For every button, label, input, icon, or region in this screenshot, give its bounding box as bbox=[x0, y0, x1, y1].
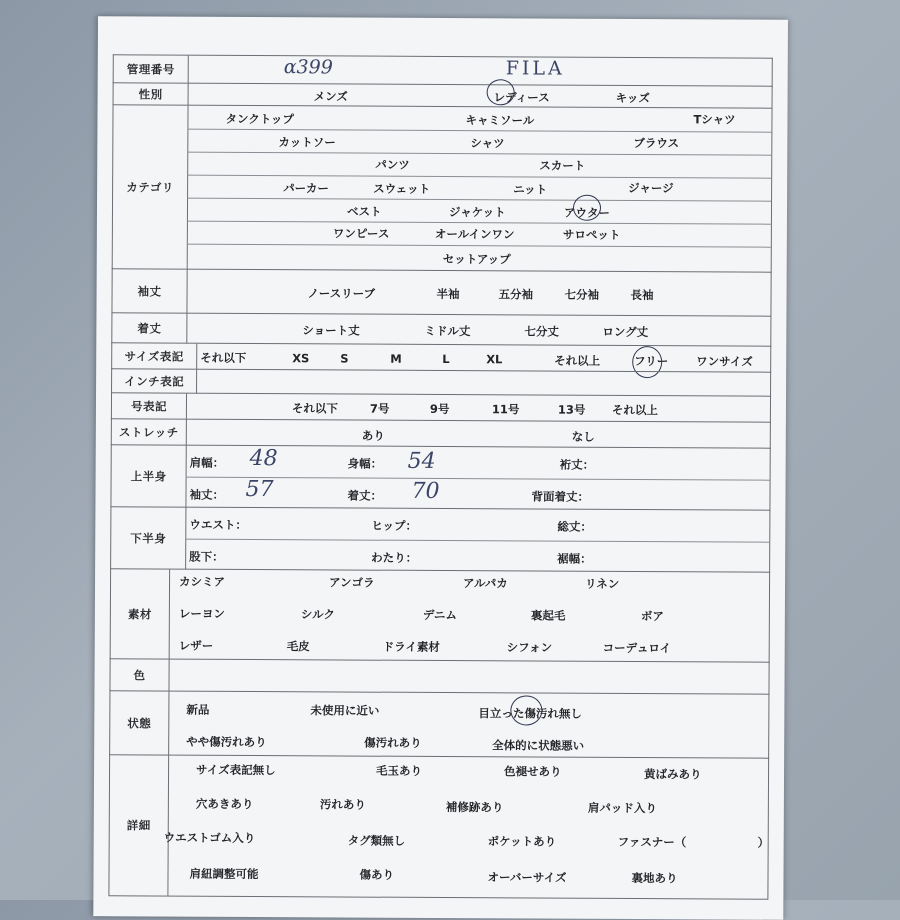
det-oversize: オーバーサイズ bbox=[487, 870, 567, 885]
det-zipper: ファスナー（ bbox=[617, 834, 687, 850]
length-middle: ミドル丈 bbox=[424, 323, 471, 339]
size-onesize: ワンサイズ bbox=[696, 354, 753, 369]
number-7: 7号 bbox=[369, 401, 390, 416]
det-repair: 補修跡あり bbox=[445, 800, 504, 815]
cat-blouse: ブラウス bbox=[633, 135, 680, 151]
cond-no-damage: 目立った傷汚れ無し bbox=[478, 706, 582, 721]
label-sleeve: 袖丈 bbox=[112, 269, 187, 313]
lower-waist-label: ウエスト： bbox=[189, 517, 247, 532]
label-length: 着丈 bbox=[112, 313, 187, 343]
number-13: 13号 bbox=[557, 402, 586, 417]
cat-setup: セットアップ bbox=[442, 252, 511, 267]
label-lower: 下半身 bbox=[111, 507, 186, 569]
cat-onepiece: ワンピース bbox=[332, 226, 390, 241]
number-9: 9号 bbox=[429, 401, 450, 417]
mat-leather: レザー bbox=[178, 638, 214, 653]
number-11: 11号 bbox=[491, 402, 520, 417]
row-length bbox=[111, 312, 771, 346]
length-seven: 七分丈 bbox=[524, 324, 559, 339]
cond-damaged: 傷汚れあり bbox=[364, 735, 422, 750]
label-number: 号表記 bbox=[112, 393, 187, 419]
lower-total-label: 総丈： bbox=[557, 519, 592, 534]
cat-outer: アウター bbox=[563, 205, 610, 220]
det-pilling: 毛玉あり bbox=[376, 763, 423, 778]
upper-back-label: 背面着丈： bbox=[531, 489, 590, 504]
cat-jersey: ジャージ bbox=[628, 180, 674, 196]
label-color: 色 bbox=[110, 659, 169, 691]
row-lower bbox=[110, 506, 770, 572]
lower-inseam-label: 股下： bbox=[189, 549, 224, 564]
size-s: S bbox=[340, 351, 349, 366]
cond-almost-new: 未使用に近い bbox=[310, 703, 380, 718]
cat-vest: ベスト bbox=[346, 204, 382, 219]
mat-corduroy: コーデュロイ bbox=[602, 640, 672, 656]
number-below: それ以下 bbox=[291, 401, 338, 416]
size-l: L bbox=[442, 352, 450, 367]
cond-new: 新品 bbox=[186, 702, 210, 717]
label-condition: 状態 bbox=[110, 691, 169, 755]
mat-fur: 毛皮 bbox=[286, 639, 310, 654]
size-free: フリー bbox=[634, 354, 669, 369]
size-xl: XL bbox=[486, 352, 503, 367]
det-lining: 裏地あり bbox=[631, 870, 678, 886]
det-shoulder-pad: 肩パッド入り bbox=[587, 800, 657, 816]
brand-value: FILA bbox=[505, 57, 565, 80]
det-holes: 穴あきあり bbox=[195, 796, 254, 812]
label-inch: インチ表記 bbox=[112, 369, 197, 393]
upper-body-label: 身幅： bbox=[347, 456, 383, 471]
det-no-tag: タグ類無し bbox=[347, 833, 406, 848]
stretch-yes: あり bbox=[361, 428, 385, 443]
cat-tanktop: タンクトップ bbox=[225, 111, 294, 127]
det-fading: 色褪せあり bbox=[504, 764, 562, 779]
shoulder-value: 48 bbox=[249, 445, 278, 472]
row-material bbox=[110, 568, 770, 662]
selection-circle bbox=[487, 79, 515, 105]
cat-pants: パンツ bbox=[375, 157, 410, 172]
lower-thigh-label: わたり： bbox=[371, 550, 418, 565]
cat-tshirt: Tシャツ bbox=[693, 112, 736, 127]
size-above: それ以上 bbox=[554, 353, 601, 368]
sleeve-short: 半袖 bbox=[436, 286, 460, 302]
cat-skirt: スカート bbox=[539, 158, 586, 173]
det-stains: 汚れあり bbox=[319, 797, 366, 812]
length-long: ロング丈 bbox=[602, 324, 649, 340]
label-material: 素材 bbox=[111, 569, 170, 659]
selection-circle bbox=[510, 695, 542, 725]
det-waist-rubber: ウエストゴム入り bbox=[163, 830, 256, 846]
cond-slight: やや傷汚れあり bbox=[186, 734, 267, 750]
selection-circle bbox=[573, 195, 601, 221]
number-above: それ以上 bbox=[611, 402, 658, 418]
mat-dry: ドライ素材 bbox=[382, 639, 440, 654]
cat-cutsew: カットソー bbox=[278, 135, 336, 150]
mat-denim: デニム bbox=[422, 607, 457, 623]
cat-sweat: スウェット bbox=[373, 181, 431, 196]
length-value: 70 bbox=[411, 478, 440, 504]
size-m: M bbox=[390, 351, 402, 366]
sleeve-long: 長袖 bbox=[630, 287, 654, 303]
det-strap: 肩紐調整可能 bbox=[189, 866, 259, 882]
sleeve-value: 57 bbox=[245, 476, 274, 503]
row-sleeve bbox=[111, 268, 771, 316]
mat-alpaca: アルパカ bbox=[463, 576, 508, 591]
mat-silk: シルク bbox=[300, 607, 335, 622]
cat-allinone: オールインワン bbox=[434, 226, 515, 242]
size-xs: XS bbox=[292, 351, 310, 366]
det-yellowing: 黄ばみあり bbox=[644, 767, 702, 782]
label-stretch: ストレッチ bbox=[112, 419, 187, 445]
mat-rayon: レーヨン bbox=[178, 606, 225, 621]
sleeve-seven: 七分袖 bbox=[564, 287, 600, 302]
upper-sleeve-label: 袖丈： bbox=[189, 487, 225, 502]
gender-mens: メンズ bbox=[313, 89, 348, 104]
gender-kids: キッズ bbox=[615, 90, 650, 106]
body-width-value: 54 bbox=[407, 448, 436, 474]
cat-jacket: ジャケット bbox=[448, 205, 506, 220]
label-upper: 上半身 bbox=[111, 445, 186, 507]
label-detail: 詳細 bbox=[109, 755, 169, 895]
label-gender: 性別 bbox=[114, 83, 189, 105]
size-below: それ以下 bbox=[200, 350, 247, 365]
upper-yuki-label: 裄丈： bbox=[559, 457, 595, 472]
row-upper bbox=[110, 444, 770, 510]
upper-length-label: 着丈： bbox=[347, 488, 383, 503]
cond-bad: 全体的に状態悪い bbox=[492, 738, 585, 753]
label-size: サイズ表記 bbox=[112, 343, 197, 369]
row-color bbox=[109, 658, 769, 694]
form-sheet bbox=[93, 16, 788, 920]
row-category bbox=[112, 104, 773, 272]
cat-knit: ニット bbox=[513, 182, 548, 197]
upper-shoulder-label: 肩幅： bbox=[189, 455, 225, 470]
length-short: ショート丈 bbox=[302, 323, 360, 338]
inspection-form bbox=[93, 16, 788, 920]
det-scratch: 傷あり bbox=[359, 867, 395, 882]
det-no-size: サイズ表記無し bbox=[196, 762, 276, 778]
sleeve-none: ノースリーブ bbox=[307, 286, 376, 301]
det-pocket: ポケットあり bbox=[487, 834, 557, 849]
cat-parka: パーカー bbox=[283, 181, 329, 196]
stretch-no: なし bbox=[571, 429, 595, 444]
management-number-value: α399 bbox=[283, 56, 333, 79]
row-condition bbox=[109, 690, 769, 758]
label-category: カテゴリ bbox=[113, 105, 189, 269]
mat-angora: アンゴラ bbox=[329, 575, 375, 590]
det-zipper-close: ） bbox=[757, 835, 770, 850]
mat-linen: リネン bbox=[585, 576, 620, 591]
mat-fleece: 裏起毛 bbox=[530, 608, 566, 623]
lower-hip-label: ヒップ： bbox=[371, 518, 418, 533]
cat-camisole: キャミソール bbox=[465, 113, 535, 128]
mat-boa: ボア bbox=[640, 609, 664, 624]
gender-ladies: レディース bbox=[493, 90, 550, 105]
lower-hem-label: 裾幅： bbox=[557, 551, 592, 566]
cat-shirt: シャツ bbox=[470, 136, 505, 151]
row-detail bbox=[108, 754, 769, 899]
label-management: 管理番号 bbox=[114, 55, 189, 83]
mat-chiffon: シフォン bbox=[506, 640, 553, 655]
sleeve-five: 五分袖 bbox=[498, 287, 534, 302]
mat-cashmere: カシミア bbox=[179, 574, 226, 589]
cat-salopette: サロペット bbox=[562, 227, 621, 242]
